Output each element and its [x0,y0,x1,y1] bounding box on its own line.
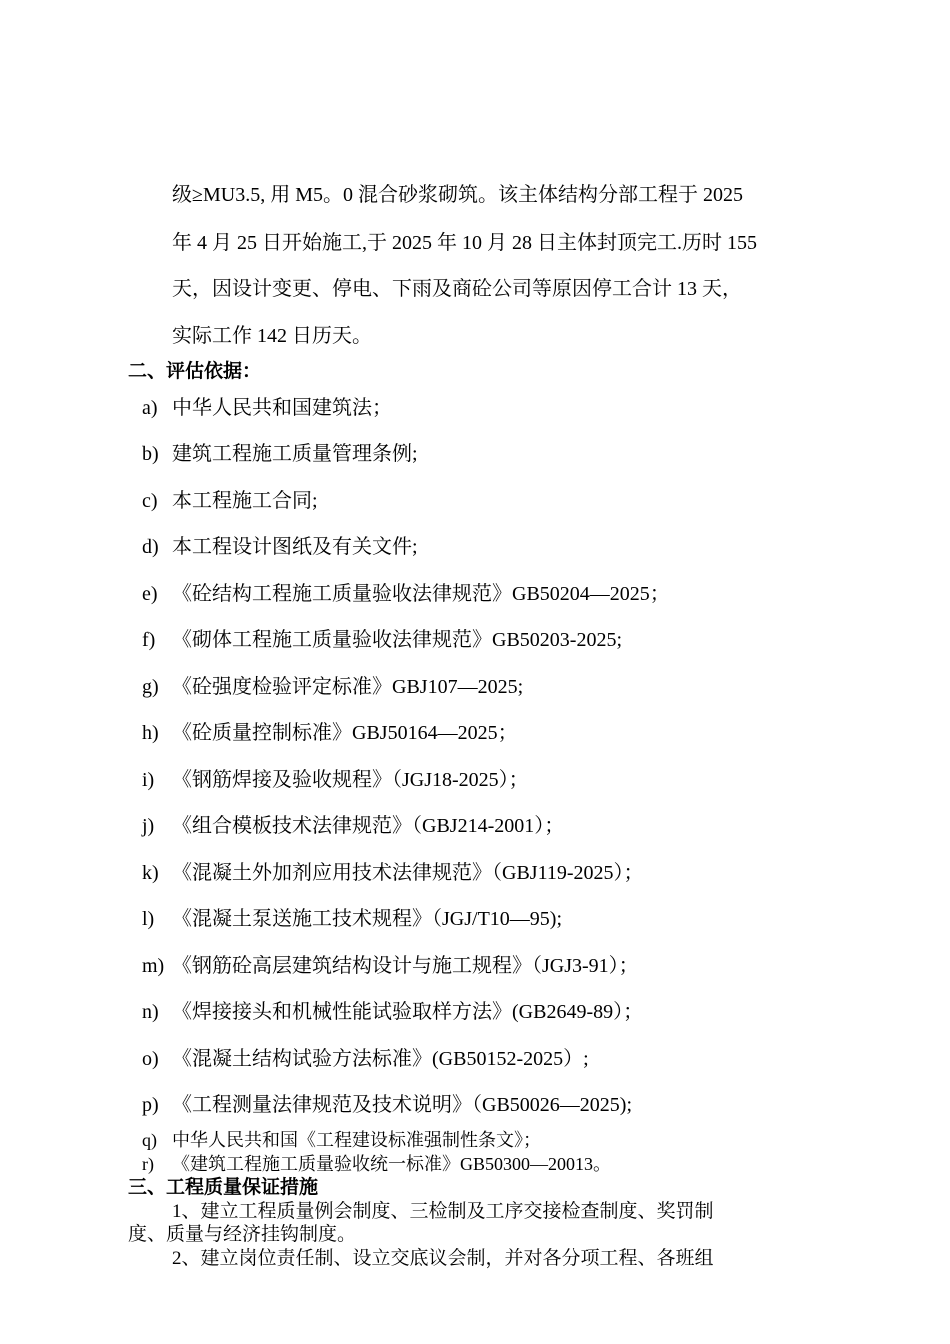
intro-line-4: 实际工作 142 日历天。 [172,325,372,347]
list-text: 《建筑工程施工质量验收统一标准》GB50300—20013。 [172,1154,612,1174]
section-3-paragraph-2-line-1: 2、建立岗位责任制、设立交底议会制，并对各分项工程、各班组 [172,1248,714,1269]
list-text: 《砼质量控制标准》GBJ50164—2025； [172,722,518,744]
list-text: 本工程施工合同; [172,490,318,512]
list-item [142,484,318,513]
list-text: 本工程设计图纸及有关文件; [172,536,418,558]
list-item [142,949,639,978]
list-marker: e) [142,583,158,605]
intro-line-2: 年 4 月 25 日开始施工,于 2025 年 10 月 28 日主体封顶完工.历时 155 [172,232,757,254]
list-marker: q) [142,1130,157,1150]
list-text: 建筑工程施工质量管理条例; [172,443,418,465]
list-marker: r) [142,1154,154,1174]
section-3-heading: 三、工程质量保证措施 [128,1177,319,1198]
section-3-paragraph-1-line-1: 1、建立工程质量例会制度、三检制及工序交接检查制度、奖罚制 [172,1201,714,1222]
list-text: 《砼结构工程施工质量验收法律规范》GB50204—2025； [172,583,670,605]
list-marker: a) [142,397,158,419]
list-marker: k) [142,862,159,884]
list-marker: c) [142,490,158,512]
list-item [142,577,670,606]
list-marker: j) [142,815,155,837]
list-item [142,670,523,699]
list-text: 《组合模板技术法律规范》（GBJ214-2001）； [172,815,565,837]
list-marker: f) [142,629,156,651]
list-item [142,391,392,420]
intro-line-1: 级≥MU3.5, 用 M5。0 混合砂浆砌筑。该主体结构分部工程于 2025 [172,184,743,206]
list-item [142,995,643,1024]
list-text: 中华人民共和国建筑法； [172,397,392,419]
list-item [142,1088,632,1117]
list-marker: h) [142,722,159,744]
list-item [142,763,529,792]
list-text: 中华人民共和国《工程建设标准强制性条文》； [172,1130,541,1150]
list-text: 《钢筋焊接及验收规程》（JGJ18-2025）； [172,769,529,791]
list-item [142,856,643,885]
list-marker: i) [142,769,155,791]
list-text: 《混凝土结构试验方法标准》(GB50152-2025）; [172,1048,589,1070]
list-marker: l) [142,908,155,930]
list-text: 《钢筋砼高层建筑结构设计与施工规程》（JGJ3-91）； [172,955,639,977]
section-3-paragraph-1-line-2: 度、质量与经济挂钩制度。 [128,1224,357,1245]
list-text: 《混凝土泵送施工技术规程》（JGJ/T10—95); [172,908,562,930]
list-item [142,623,622,652]
list-text: 《工程测量法律规范及技术说明》（GB50026—2025); [172,1094,632,1116]
list-text: 《砌体工程施工质量验收法律规范》GB50203-2025; [172,629,622,651]
list-item [142,809,564,838]
list-marker: d) [142,536,159,558]
list-text: 《混凝土外加剂应用技术法律规范》（GBJ119-2025）； [172,862,644,884]
intro-line-3: 天，因设计变更、停电、下雨及商砼公司等原因停工合计 13 天， [172,278,742,300]
list-item [142,437,418,466]
section-2-heading: 二、评估依据： [128,361,262,382]
list-text: 《焊接接头和机械性能试验取样方法》(GB2649-89）； [172,1001,644,1023]
list-item [142,1042,589,1071]
list-item [142,1126,541,1152]
list-marker: n) [142,1001,159,1023]
list-marker: m) [142,955,165,977]
list-item [142,716,518,745]
list-text: 《砼强度检验评定标准》GBJ107—2025; [172,676,524,698]
list-marker: o) [142,1048,159,1070]
list-item [142,530,418,559]
list-marker: p) [142,1094,159,1116]
list-item [142,902,562,931]
list-marker: b) [142,443,159,465]
list-marker: g) [142,676,159,698]
